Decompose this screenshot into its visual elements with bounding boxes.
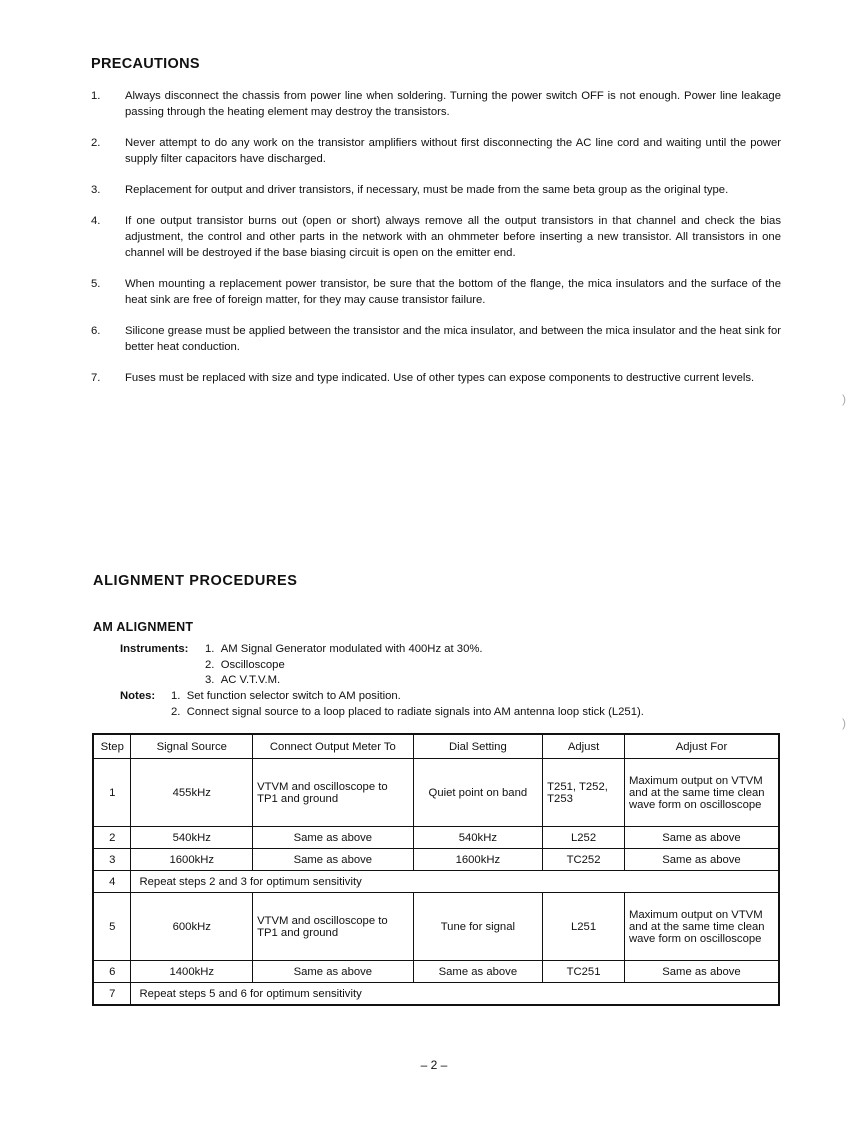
scan-mark: ) bbox=[842, 392, 846, 406]
item-text: Fuses must be replaced with size and type indicated. Use of other types can expose components to destructive current levels. bbox=[125, 372, 755, 384]
cell-adjust: T251, T252, T253 bbox=[543, 759, 625, 827]
cell-meter: Same as above bbox=[253, 827, 414, 849]
item-text: If one output transistor burns out (open or short) always remove all the output transistors in that channel and check the bias adjustment, the control and other parts in the network with an ohmmeter before inserting a new transistor. All transistors in one channel will be destroyed if the base biasing circuit is open on the emitter end. bbox=[125, 215, 781, 259]
item-text: Silicone grease must be applied between the transistor and the mica insulator, and between the mica insulator and the heat sink for better heat conduction. bbox=[125, 325, 781, 353]
cell-dial: 540kHz bbox=[413, 827, 543, 849]
precautions-list bbox=[91, 88, 781, 401]
note-item: 2. Connect signal source to a loop placed to radiate signals into AM antenna loop stick (L251). bbox=[171, 705, 644, 718]
item-number: 1. bbox=[91, 90, 101, 102]
header-adjust-for: Adjust For bbox=[624, 734, 779, 759]
cell-step: 3 bbox=[93, 849, 131, 871]
cell-repeat-note: Repeat steps 2 and 3 for optimum sensitivity bbox=[131, 871, 779, 893]
cell-adjust-for: Same as above bbox=[624, 961, 779, 983]
table-row bbox=[93, 849, 779, 871]
am-alignment-title: AM ALIGNMENT bbox=[93, 620, 194, 634]
instrument-item: 1. AM Signal Generator modulated with 400Hz at 30%. bbox=[205, 643, 483, 655]
header-adjust: Adjust bbox=[543, 734, 625, 759]
cell-adjust-for: Same as above bbox=[624, 827, 779, 849]
cell-dial: Same as above bbox=[413, 961, 543, 983]
precaution-item bbox=[91, 323, 781, 355]
cell-meter: VTVM and oscilloscope to TP1 and ground bbox=[253, 759, 414, 827]
cell-adjust-for: Maximum output on VTVM and at the same time clean wave form on oscilloscope bbox=[624, 893, 779, 961]
table-row bbox=[93, 961, 779, 983]
item-number: 2. bbox=[91, 137, 101, 149]
cell-step: 5 bbox=[93, 893, 131, 961]
item-number: 6. bbox=[91, 325, 101, 337]
notes-list bbox=[171, 689, 644, 720]
item-text: Never attempt to do any work on the transistor amplifiers without first disconnecting the AC line cord and waiting until the power supply filter capacitors have discharged. bbox=[125, 137, 781, 165]
cell-dial: 1600kHz bbox=[413, 849, 543, 871]
note-item: 1. Set function selector switch to AM position. bbox=[171, 690, 401, 702]
page-number: – 2 – bbox=[420, 1058, 448, 1072]
instrument-item: 2. Oscilloscope bbox=[205, 658, 285, 671]
cell-source: 540kHz bbox=[131, 827, 253, 849]
cell-adjust-for: Same as above bbox=[624, 849, 779, 871]
instrument-item: 3. AC V.T.V.M. bbox=[205, 674, 281, 686]
cell-adjust: TC252 bbox=[543, 849, 625, 871]
cell-step: 1 bbox=[93, 759, 131, 827]
header-signal-source: Signal Source bbox=[131, 734, 253, 759]
precaution-item bbox=[91, 135, 781, 167]
table-row bbox=[93, 983, 779, 1006]
cell-step: 2 bbox=[93, 827, 131, 849]
instruments-list bbox=[205, 642, 483, 689]
precaution-item bbox=[91, 182, 781, 198]
item-text: When mounting a replacement power transistor, be sure that the bottom of the flange, the mica insulators and the surface of the heat sink are free of foreign matter, for they may cause transistor failure. bbox=[125, 278, 781, 306]
item-number: 3. bbox=[91, 184, 101, 196]
scan-mark: ) bbox=[842, 716, 846, 730]
item-number: 7. bbox=[91, 372, 101, 384]
am-alignment-table bbox=[92, 733, 780, 1006]
cell-dial: Tune for signal bbox=[413, 893, 543, 961]
cell-meter: Same as above bbox=[253, 961, 414, 983]
header-output-meter: Connect Output Meter To bbox=[253, 734, 414, 759]
precautions-title: PRECAUTIONS bbox=[91, 56, 200, 72]
cell-step: 6 bbox=[93, 961, 131, 983]
precaution-item bbox=[91, 213, 781, 261]
cell-repeat-note: Repeat steps 5 and 6 for optimum sensitivity bbox=[131, 983, 779, 1006]
cell-dial: Quiet point on band bbox=[413, 759, 543, 827]
item-text: Always disconnect the chassis from power line when soldering. Turning the power switch OFF is not enough. Power line leakage passing through the heating element may destroy the transistors. bbox=[125, 90, 781, 118]
header-dial-setting: Dial Setting bbox=[413, 734, 543, 759]
cell-adjust-for: Maximum output on VTVM and at the same time clean wave form on oscilloscope bbox=[624, 759, 779, 827]
table-header-row bbox=[93, 734, 779, 759]
cell-meter: VTVM and oscilloscope to TP1 and ground bbox=[253, 893, 414, 961]
cell-adjust: L251 bbox=[543, 893, 625, 961]
header-step: Step bbox=[93, 734, 131, 759]
instruments-label: Instruments: bbox=[120, 643, 189, 655]
cell-source: 600kHz bbox=[131, 893, 253, 961]
precaution-item bbox=[91, 276, 781, 308]
cell-source: 1400kHz bbox=[131, 961, 253, 983]
cell-step: 7 bbox=[93, 983, 131, 1006]
table-row bbox=[93, 893, 779, 961]
cell-source: 1600kHz bbox=[131, 849, 253, 871]
cell-adjust: TC251 bbox=[543, 961, 625, 983]
table-row bbox=[93, 827, 779, 849]
item-number: 4. bbox=[91, 215, 101, 227]
table-row bbox=[93, 759, 779, 827]
cell-source: 455kHz bbox=[131, 759, 253, 827]
cell-step: 4 bbox=[93, 871, 131, 893]
cell-meter: Same as above bbox=[253, 849, 414, 871]
alignment-title: ALIGNMENT PROCEDURES bbox=[93, 573, 298, 589]
table-row bbox=[93, 871, 779, 893]
precaution-item bbox=[91, 370, 781, 386]
item-number: 5. bbox=[91, 278, 101, 290]
precaution-item bbox=[91, 88, 781, 120]
cell-adjust: L252 bbox=[543, 827, 625, 849]
item-text: Replacement for output and driver transistors, if necessary, must be made from the same beta group as the original type. bbox=[125, 184, 729, 196]
notes-label: Notes: bbox=[120, 690, 156, 702]
